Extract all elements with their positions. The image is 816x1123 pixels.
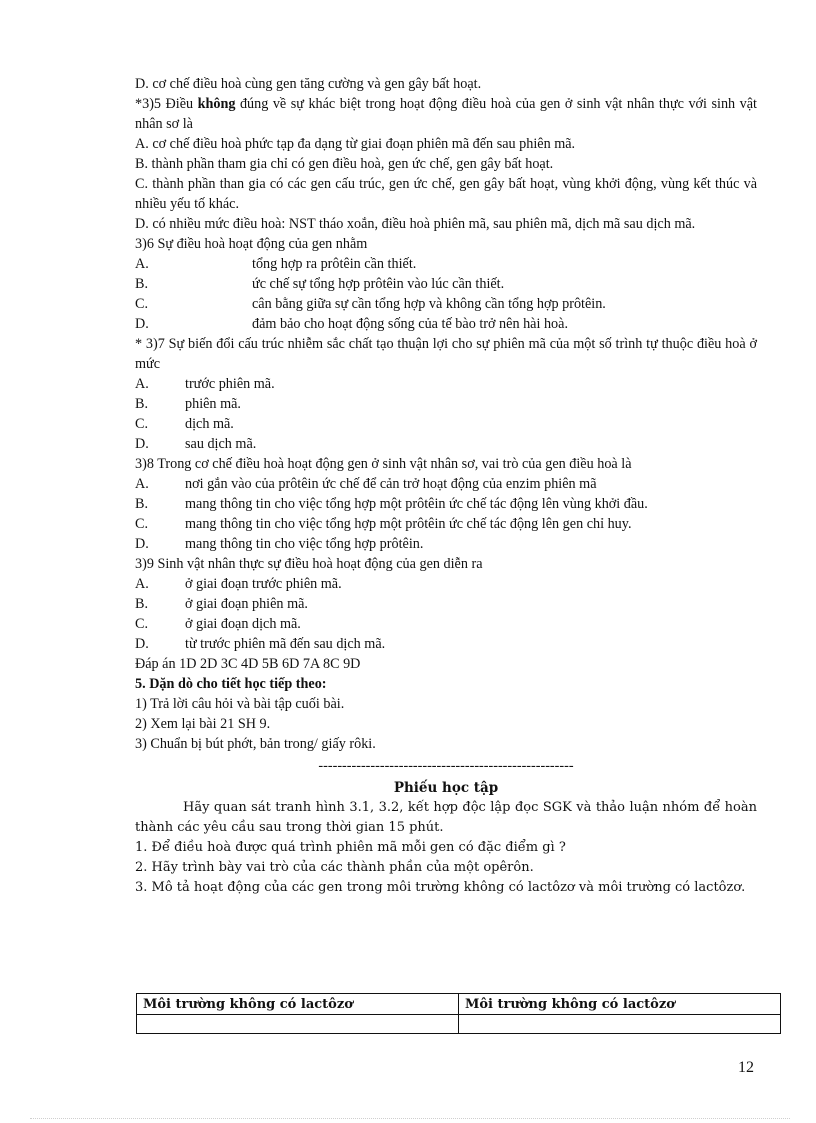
homework-item: 3) Chuẩn bị bút phớt, bản trong/ giấy rôki. xyxy=(135,736,376,752)
question-3-5: *3)5 Điều không đúng về sự khác biệt trong hoạt động điều hoà của gen ở sinh vật nhân thực với sinh vật nhân sơ là xyxy=(135,96,757,132)
table-cell[interactable] xyxy=(459,1015,781,1034)
option-d: D. có nhiều mức điều hoà: NST tháo xoắn, điều hoà phiên mã, sau phiên mã, dịch mã sau dịch mã. xyxy=(135,216,696,232)
answer-key: Đáp án 1D 2D 3C 4D 5B 6D 7A 8C 9D xyxy=(135,656,361,672)
worksheet-question-1: 1. Để điều hoà được quá trình phiên mã mỗi gen có đặc điểm gì ? xyxy=(135,840,566,855)
table-row xyxy=(137,1015,781,1034)
option-b: B. thành phần tham gia chỉ có gen điều hoà, gen ức chế, gen gây bất hoạt. xyxy=(135,156,554,172)
option-row: D. sau dịch mã. xyxy=(135,436,257,452)
worksheet-table xyxy=(136,993,781,1034)
worksheet-question-2: 2. Hãy trình bày vai trò của các thành phần của một opêrôn. xyxy=(135,860,534,875)
table-header-cell: Môi trường không có lactôzơ xyxy=(459,994,781,1015)
question-3-8: 3)8 Trong cơ chế điều hoà hoạt động gen ở sinh vật nhân sơ, vai trò của gen điều hoà là xyxy=(135,456,632,472)
page-bottom-border xyxy=(30,1118,790,1119)
option-row: B. phiên mã. xyxy=(135,396,241,412)
table-header-row xyxy=(137,994,781,1015)
option-c: C. thành phần than gia có các gen cấu trúc, gen ức chế, gen gây bất hoạt, vùng khởi động, vùng kết thúc và nhiều yếu tố khác. xyxy=(135,176,757,212)
option-a: A. cơ chế điều hoà phức tạp đa dạng từ giai đoạn phiên mã đến sau phiên mã. xyxy=(135,136,576,152)
option-row: B. ở giai đoạn phiên mã. xyxy=(135,596,308,612)
option-row: D. mang thông tin cho việc tổng hợp prôtêin. xyxy=(135,536,424,552)
document-page xyxy=(135,74,757,898)
option-row: B. mang thông tin cho việc tổng hợp một prôtêin ức chế tác động lên vùng khởi đầu. xyxy=(135,496,648,512)
option-row: A. nơi gắn vào của prôtêin ức chế để cản trở hoạt động của enzim phiên mã xyxy=(135,476,597,492)
worksheet-title: Phiếu học tập xyxy=(393,780,499,796)
page-number: 12 xyxy=(738,1059,754,1076)
table-header-cell: Môi trường không có lactôzơ xyxy=(137,994,459,1015)
option-row: C. cân bằng giữa sự cần tổng hợp và không cần tổng hợp prôtêin. xyxy=(135,296,606,312)
option-row: A. ở giai đoạn trước phiên mã. xyxy=(135,576,342,592)
bold-keyword: không xyxy=(197,96,236,112)
option-row: C. mang thông tin cho việc tổng hợp một prôtêin ức chế tác động lên gen chỉ huy. xyxy=(135,516,632,532)
option-text: D. cơ chế điều hoà cùng gen tăng cường và gen gây bất hoạt. xyxy=(135,76,482,92)
question-3-7: * 3)7 Sự biến đổi cấu trúc nhiễm sắc chất tạo thuận lợi cho sự phiên mã của một số trình tự thuộc điều hoà ở mức xyxy=(135,336,757,372)
question-3-9: 3)9 Sinh vật nhân thực sự điều hoà hoạt động của gen diễn ra xyxy=(135,556,483,572)
separator-line: ------------------------------------------------------ xyxy=(318,758,574,774)
option-row: C. dịch mã. xyxy=(135,416,234,432)
question-3-6: 3)6 Sự điều hoà hoạt động của gen nhằm xyxy=(135,236,368,252)
option-row: D. đảm bảo cho hoạt động sống của tế bào trở nên hài hoà. xyxy=(135,316,568,332)
section-5-title: 5. Dặn dò cho tiết học tiếp theo: xyxy=(135,676,327,692)
homework-item: 1) Trả lời câu hỏi và bài tập cuối bài. xyxy=(135,696,345,712)
worksheet-question-3: 3. Mô tả hoạt động của các gen trong môi trường không có lactôzơ và môi trường có lactôzơ. xyxy=(135,880,746,895)
table-cell[interactable] xyxy=(137,1015,459,1034)
option-row: A. tổng hợp ra prôtêin cần thiết. xyxy=(135,256,417,272)
option-row: B. ức chế sự tổng hợp prôtêin vào lúc cần thiết. xyxy=(135,276,505,292)
worksheet-intro: Hãy quan sát tranh hình 3.1, 3.2, kết hợp độc lập đọc SGK và thảo luận nhóm để hoàn thành các yêu cầu sau trong thời gian 15 phút. xyxy=(135,800,757,835)
option-row: A. trước phiên mã. xyxy=(135,376,275,392)
homework-item: 2) Xem lại bài 21 SH 9. xyxy=(135,716,271,732)
option-row: C. ở giai đoạn dịch mã. xyxy=(135,616,301,632)
option-row: D. từ trước phiên mã đến sau dịch mã. xyxy=(135,636,386,652)
